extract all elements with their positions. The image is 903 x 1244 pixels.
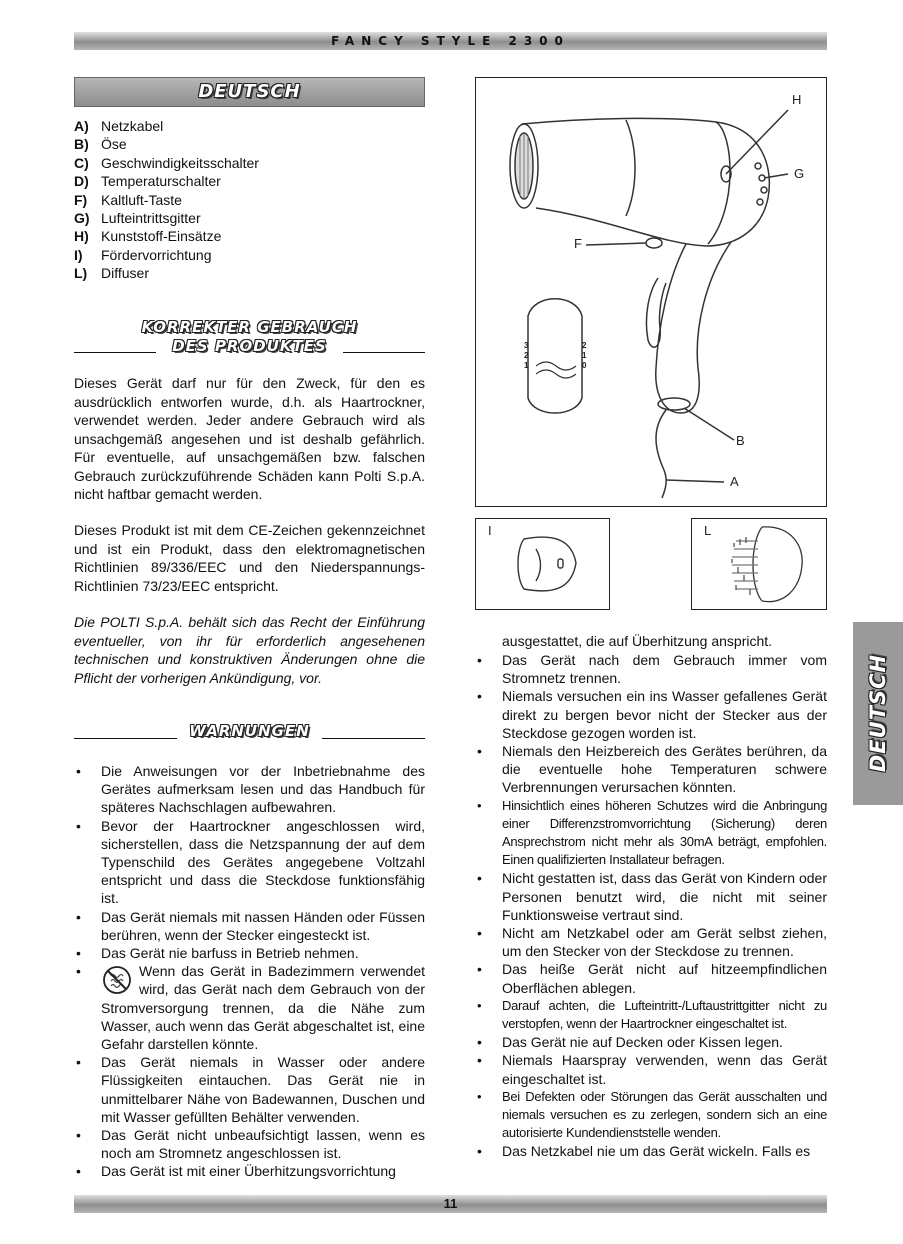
part-key: L) xyxy=(74,265,88,282)
list-item: • Bevor der Haartrockner angeschlossen wird, sicherstellen, dass die Netzspannung der auf dem Typenschild des Gerätes angegebene Voltzahl entspricht und dass die Steckdose funktionsfähig ist. xyxy=(74,817,425,908)
section-title: DEUTSCH xyxy=(198,81,301,102)
label-a: A xyxy=(730,474,739,489)
diffuser-figure xyxy=(691,518,827,610)
label-g: G xyxy=(794,166,805,181)
part-label: Temperaturschalter xyxy=(101,173,221,190)
warning-text: Wenn das Gerät in Badezimmern verwendet wird, das Gerät nach dem Gebrauch von der Stromversorgung trennen, da die Nähe zum Wasser, auch wenn das Gerät abgeschaltet ist, eine Gefahr darstellen könnte. xyxy=(101,963,425,1053)
usage-paragraph-3: Die POLTI S.p.A. behält sich das Recht der Einführung eventueller, von ihr für erforderlich angesehenen technischen und konstruktiven Änderungen ohne die Pflicht der vorherigen Ankündigung, vor. xyxy=(74,614,425,686)
list-item xyxy=(74,962,425,1053)
part-label: Kaltluft-Taste xyxy=(101,191,182,208)
usage-paragraph-2: Dieses Produkt ist mit dem CE-Zeichen gekennzeichnet und ist ein Produkt, dass den elektromagnetischen Richtlinien 89/336/EEC und den Niederspannungs-Richtlinien 73/23/EEC entspricht. xyxy=(74,522,425,594)
part-key: H) xyxy=(74,228,89,245)
part-key: F) xyxy=(74,191,88,208)
part-label: Lufteintrittsgitter xyxy=(101,210,201,227)
temp-step: 0 xyxy=(582,361,587,370)
parts-list xyxy=(74,117,259,283)
heading-rule xyxy=(74,738,177,739)
list-item: • Nicht gestatten ist, dass das Gerät von Kindern oder Personen benutzt wird, die nicht mit seiner Funktionsweise vertraut sind. xyxy=(475,869,827,924)
list-item xyxy=(74,117,259,135)
list-item: • Niemals den Heizbereich des Gerätes berühren, da die eventuelle hohe Temperaturen schwere Verbrennungen verursachen könnten. xyxy=(475,742,827,797)
warnings-heading: WARNUNGEN xyxy=(189,722,310,740)
section-title-box xyxy=(74,77,425,107)
list-item: • Das Gerät nach dem Gebrauch immer vom Stromnetz trennen. xyxy=(475,651,827,687)
list-item: • Das heiße Gerät nicht auf hitzeempfindlichen Oberflächen ablegen. xyxy=(475,960,827,996)
list-item: • Das Gerät nie barfuss in Betrieb nehmen. xyxy=(74,944,425,962)
label-b: B xyxy=(736,433,745,448)
list-item xyxy=(74,172,259,190)
list-item: • Das Netzkabel nie um das Gerät wickeln. Falls es xyxy=(475,1142,827,1160)
list-item: • Das Gerät niemals mit nassen Händen oder Füssen berühren, wenn der Stecker eingesteckt ist. xyxy=(74,908,425,944)
label-l: L xyxy=(704,523,712,538)
nozzle-illustration xyxy=(476,519,609,609)
part-label: Netzkabel xyxy=(101,118,164,134)
part-key: C) xyxy=(74,154,89,171)
temp-step: 2 xyxy=(582,341,587,350)
temperature-scale xyxy=(582,341,586,371)
usage-heading-line1: KORREKTER GEBRAUCH xyxy=(141,318,358,336)
heading-rule xyxy=(322,738,425,739)
list-item: • Die Anweisungen vor der Inbetriebnahme des Gerätes aufmerksam lesen und das Handbuch für späteres Nachschlagen aufbewahren. xyxy=(74,762,425,817)
footer-bar xyxy=(74,1195,827,1213)
list-item xyxy=(74,264,259,282)
diffuser-illustration xyxy=(692,519,826,609)
part-label: Diffuser xyxy=(101,265,149,282)
warnings-list-right xyxy=(475,651,827,1161)
part-key: I) xyxy=(74,246,83,263)
usage-paragraph-1: Dieses Gerät darf nur für den Zweck, für den es ausdrücklich entworfen wurde, d.h. als Haartrockner, verwendet werden. Jeder andere Gebrauch wird als unsachgemäß angesehen und ist deshalb gefährlich. Für eventuelle, auf unsachgemäßen bzw. falschen Gebrauch zurückzuführende Schäden kann Polti S.p.A. nicht haftbar gemacht werden. xyxy=(74,375,425,502)
warnings-list-left xyxy=(74,762,425,1181)
hairdryer-illustration xyxy=(476,78,826,506)
part-label: Geschwindigkeitsschalter xyxy=(101,154,259,171)
list-item xyxy=(74,135,259,153)
header-title: FANCY STYLE 2300 xyxy=(331,34,570,48)
usage-heading-line2: DES PRODUKTES xyxy=(172,337,327,355)
list-item: • Das Gerät ist mit einer Überhitzungsvorrichtung xyxy=(74,1162,425,1180)
list-item: • Das Gerät nicht unbeaufsichtigt lassen, wenn es noch am Stromnetz angeschlossen ist. xyxy=(74,1126,425,1162)
speed-step: 2 xyxy=(524,351,529,360)
heading-rule xyxy=(343,352,425,353)
label-h: H xyxy=(792,92,802,107)
part-key: D) xyxy=(74,173,89,190)
list-item: • Darauf achten, die Lufteintritt-/Luftaustrittgitter nicht zu verstopfen, wenn der Haartrockner eingeschaltet ist. xyxy=(475,997,827,1033)
speed-step: 1 xyxy=(524,361,529,370)
part-key: A) xyxy=(74,118,89,134)
list-item xyxy=(74,191,259,209)
part-label: Kunststoff-Einsätze xyxy=(101,228,222,245)
heading-rule xyxy=(74,352,156,353)
list-item: • Das Gerät niemals in Wasser oder andere Flüssigkeiten eintauchen. Das Gerät nie in unmittelbarer Nähe von Badewannen, Duschen und mit Wasser gefüllten Behälter verwenden. xyxy=(74,1053,425,1126)
list-item xyxy=(74,227,259,245)
label-i: I xyxy=(488,523,492,538)
list-item xyxy=(74,246,259,264)
speed-scale xyxy=(524,341,528,371)
part-key: G) xyxy=(74,210,90,227)
language-side-tab xyxy=(853,622,903,805)
temp-step: 1 xyxy=(582,351,587,360)
part-label: Öse xyxy=(101,136,127,153)
part-key: B) xyxy=(74,136,89,153)
header-bar xyxy=(74,32,827,50)
hairdryer-figure xyxy=(475,77,827,507)
nozzle-figure xyxy=(475,518,610,610)
list-item xyxy=(74,154,259,172)
speed-step: 3 xyxy=(524,341,529,350)
list-item: • Hinsichtlich eines höheren Schutzes wird die Anbringung einer Differenzstromvorrichtung (Sicherung) deren Ansprechstrom nicht mehr als 30mA beträgt, empfohlen. Einen qualifizierten Installateur befragen. xyxy=(475,797,827,870)
continuation-text: ausgestattet, die auf Überhitzung anspricht. xyxy=(502,633,773,649)
side-tab-label: DEUTSCH xyxy=(866,653,890,773)
list-item: • Bei Defekten oder Störungen das Gerät ausschalten und niemals versuchen es zu zerlegen, sondern sich an eine autorisierte Kundendienststelle wenden. xyxy=(475,1088,827,1143)
label-f: F xyxy=(574,236,582,251)
list-item xyxy=(74,209,259,227)
part-label: Fördervorrichtung xyxy=(101,246,212,263)
list-item: • Niemals Haarspray verwenden, wenn das Gerät eingeschaltet ist. xyxy=(475,1051,827,1087)
list-item: • Niemals versuchen ein ins Wasser gefallenes Gerät direkt zu bergen bevor nicht der Stecker aus der Steckdose gezogen worden ist. xyxy=(475,687,827,742)
page-number: 11 xyxy=(443,1196,458,1211)
list-item: • Das Gerät nie auf Decken oder Kissen legen. xyxy=(475,1033,827,1051)
no-water-icon xyxy=(101,964,135,998)
list-item: • Nicht am Netzkabel oder am Gerät selbst ziehen, um den Stecker von der Steckdose zu trennen. xyxy=(475,924,827,960)
